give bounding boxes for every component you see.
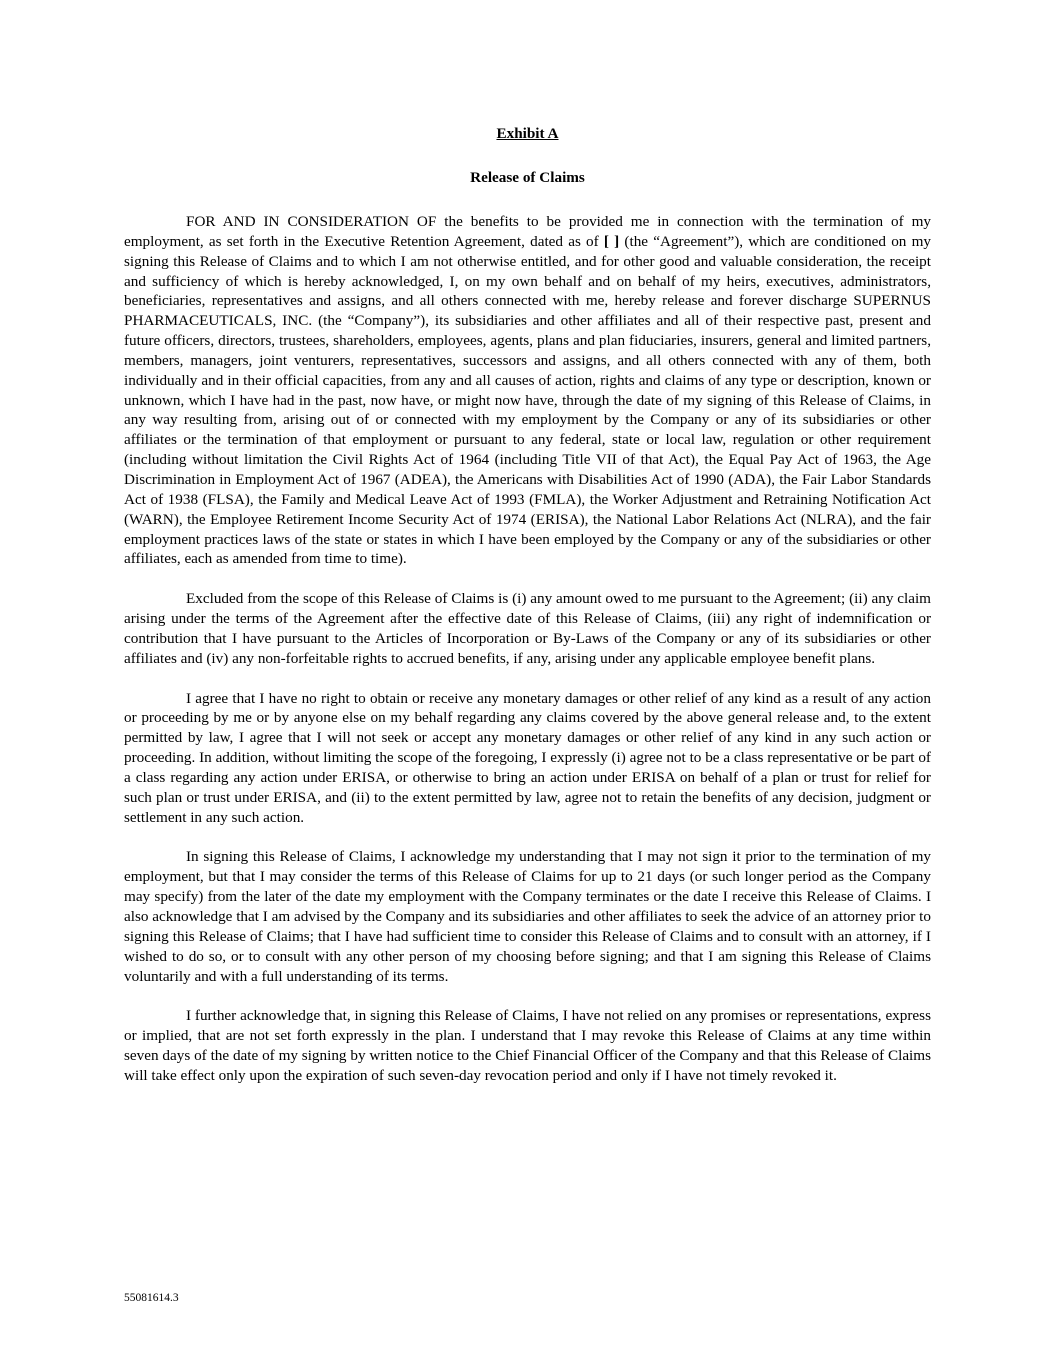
paragraph-consideration-part-a: FOR AND IN CONSIDERATION OF the benefits to be provided me in connection with the termination of my employment, as set forth in the Executive Retention Agreement, dated as of xyxy=(124,213,931,250)
paragraph-exclusions: Excluded from the scope of this Release of Claims is (i) any amount owed to me pursuant to the Agreement; (ii) any claim arising under the terms of the Agreement after the effective date of this Release of Claims, (iii) any right of indemnification or contribution that I have pursuant to the Articles of Incorporation or By-Laws of the Company or any of its subsidiaries or other affiliates and (iv) any non-forfeitable rights to accrued benefits, if any, arising under any applicable employee benefit plans. xyxy=(124,590,931,667)
paragraph-consideration-part-b: (the “Agreement”), which are conditioned on my signing this Release of Claims and to which I am not otherwise entitled, and for other good and valuable consideration, the receipt and sufficiency of which is hereby acknowledged, I, on my own behalf and on behalf of my heirs, executives, administrators, beneficiaries, representatives and assigns, and all others connected with me, hereby release and forever discharge SUPERNUS PHARMACEUTICALS, INC. (the “Company”), its subsidiaries and other affiliates and all of their respective past, present and future officers, directors, trustees, shareholders, employees, agents, plans and plan fiduciaries, insurers, general and limited partners, members, managers, joint venturers, representatives, successors and assigns, and all others connected with any of them, both individually and in their official capacities, from any and all causes of action, rights and claims of any type or description, known or unknown, which I have had in the past, now have, or might now have, through the date of my signing of this Release of Claims, in any way resulting from, arising out of or connected with my employment by the Company or any of its subsidiaries or other affiliates or the termination of that employment or pursuant to any federal, state or local law, regulation or other requirement (including without limitation the Civil Rights Act of 1964 (including Title VII of that Act), the Equal Pay Act of 1963, the Age Discrimination in Employment Act of 1967 (ADEA), the Americans with Disabilities Act of 1990 (ADA), the Fair Labor Standards Act of 1938 (FLSA), the Family and Medical Leave Act of 1993 (FMLA), the Worker Adjustment and Retraining Notification Act (WARN), the Employee Retirement Income Security Act of 1974 (ERISA), the National Labor Relations Act (NLRA), and the fair employment practices laws of the state or states in which I have been employed by the Company or any of the subsidiaries or other affiliates, each as amended from time to time). xyxy=(124,232,931,568)
release-title: Release of Claims xyxy=(470,169,585,186)
paragraph-consideration xyxy=(124,212,931,569)
paragraph-no-relief: I agree that I have no right to obtain or receive any monetary damages or other relief of any kind as a result of any action or proceeding by me or by anyone else on my behalf regarding any claims covered by the above general release and, to the extent permitted by law, I agree that I will not seek or accept any monetary damages or other relief of any kind in any such action or proceeding. In addition, without limiting the scope of the foregoing, I expressly (i) agree not to be a class representative or be part of a class regarding any action under ERISA, or otherwise to bring an action under ERISA on behalf of a plan or trust for relief for such plan or trust under ERISA, and (ii) to the extent permitted by law, agree not to retain the benefits of any decision, judgment or settlement in any such action. xyxy=(124,689,931,826)
document-id: 55081614.3 xyxy=(124,1292,179,1304)
document-body xyxy=(124,124,931,1086)
date-placeholder: [ ] xyxy=(603,232,620,250)
paragraph-revocation: I further acknowledge that, in signing this Release of Claims, I have not relied on any promises or representations, express or implied, that are not set forth expressly in the plan. I understand that I may revoke this Release of Claims at any time within seven days of the date of my signing by written notice to the Chief Financial Officer of the Company and that this Release of Claims will take effect only upon the expiration of such seven-day revocation period and only if I have not timely revoked it. xyxy=(124,1007,931,1084)
exhibit-title: Exhibit A xyxy=(496,125,559,142)
paragraph-acknowledgement: In signing this Release of Claims, I acknowledge my understanding that I may not sign it prior to the termination of my employment, but that I may consider the terms of this Release of Claims for up to 21 days (or such longer period as the Company may specify) from the later of the date my employment with the Company terminates or the date I receive this Release of Claims. I also acknowledge that I am advised by the Company and its subsidiaries and other affiliates to seek the advice of an attorney prior to signing this Release of Claims; that I have had sufficient time to consider this Release of Claims and to consult with an attorney, if I wished to do so, or to consult with any other person of my choosing before signing; and that I am signing this Release of Claims voluntarily and with a full understanding of its terms. xyxy=(124,848,931,985)
